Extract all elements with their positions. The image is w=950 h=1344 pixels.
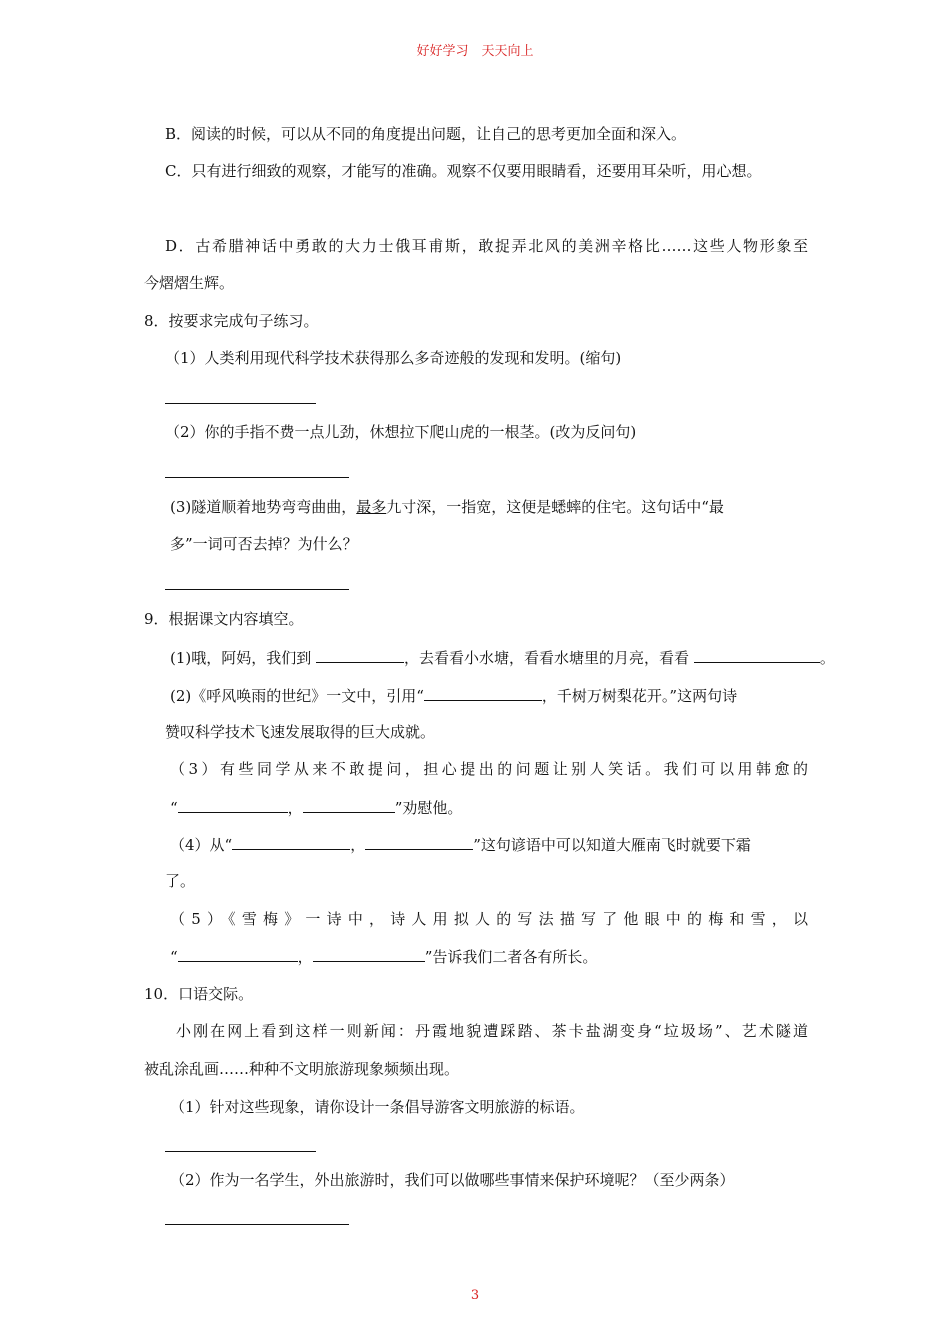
q9-item3-blank1[interactable]: [178, 797, 288, 813]
q10-item2-answer-line[interactable]: [165, 1224, 349, 1225]
q9-item5-c: ”告诉我们二者各有所长。: [424, 948, 598, 966]
q9-item5-b: ，: [297, 948, 313, 966]
q9-item5-blank2[interactable]: [313, 946, 425, 962]
q10-title: 10．口语交际。: [144, 985, 254, 1003]
q9-item4-a: （4）从“: [170, 836, 233, 854]
q8-item3-underlined: 最多: [356, 498, 387, 516]
q9-title: 9．根据课文内容填空。: [144, 610, 304, 628]
q9-item2-a: (2)《呼风唤雨的世纪》一文中，引用“: [170, 687, 424, 705]
q8-item3-line1: [170, 497, 724, 517]
q9-item3-line2: [170, 797, 462, 818]
q9-item4-line2: 了。: [165, 872, 196, 890]
q9-item3-c: ”劝慰他。: [394, 799, 463, 817]
q9-item1-c: 。: [819, 649, 835, 667]
q8-title: 8．按要求完成句子练习。: [144, 312, 319, 330]
q9-item1-blank1[interactable]: [316, 647, 404, 663]
q9-item4-line1: [170, 834, 751, 855]
q8-item2: （2）你的手指不费一点儿劲，休想拉下爬山虎的一根茎。(改为反问句): [165, 423, 637, 441]
q9-item2-b: ，千树万树梨花开。”这两句诗: [541, 687, 738, 705]
q9-item5-line1: （5）《雪梅》一诗中，诗人用拟人的写法描写了他眼中的梅和雪，以: [170, 910, 808, 928]
q9-item1: [170, 647, 835, 668]
q10-item1: （1）针对这些现象，请你设计一条倡导游客文明旅游的标语。: [170, 1098, 585, 1116]
q9-item4-b: ，: [350, 836, 366, 854]
q10-item2: （2）作为一名学生，外出旅游时，我们可以做哪些事情来保护环境呢？（至少两条）: [170, 1171, 735, 1189]
q10-item1-answer-line[interactable]: [165, 1151, 316, 1152]
q7-option-c: C．只有进行细致的观察，才能写的准确。观察不仅要用眼睛看，还要用耳朵听，用心想。: [165, 162, 762, 180]
q9-item5-blank1[interactable]: [178, 946, 298, 962]
q9-item1-blank2[interactable]: [694, 647, 820, 663]
q8-item3-line2: 多”一词可否去掉？为什么？: [170, 535, 358, 553]
page-header: 好好学习 天天向上: [416, 44, 534, 59]
q9-item3-b: ，: [287, 799, 303, 817]
q9-item2-line1: [170, 685, 737, 706]
q7-option-b: B．阅读的时候，可以从不同的角度提出问题，让自己的思考更加全面和深入。: [165, 125, 687, 143]
q9-item4-blank1[interactable]: [232, 834, 350, 850]
q7-option-d-line1: D．古希腊神话中勇敢的大力士俄耳甫斯，敢捉弄北风的美洲辛格比……这些人物形象至: [165, 237, 808, 255]
q10-passage-line1: 小刚在网上看到这样一则新闻：丹霞地貌遭踩踏、茶卡盐湖变身“垃圾场”、艺术隧道: [176, 1022, 808, 1040]
q8-item3-answer-line[interactable]: [165, 589, 349, 590]
q7-option-d-line2: 今熠熠生辉。: [144, 274, 235, 292]
q8-item2-answer-line[interactable]: [165, 477, 349, 478]
page-number: 3: [470, 1288, 480, 1303]
q9-item3-blank2[interactable]: [303, 797, 395, 813]
q8-item3-pre: (3)隧道顺着地势弯弯曲曲，: [170, 498, 357, 516]
q9-item1-b: ，去看看小水塘，看看水塘里的月亮，看看: [404, 649, 690, 667]
q9-item5-line2: [170, 946, 597, 967]
q9-item5-a: “: [170, 948, 178, 966]
q9-item2-line2: 赞叹科学技术飞速发展取得的巨大成就。: [165, 723, 436, 741]
q8-item1: （1）人类利用现代科学技术获得那么多奇迹般的发现和发明。(缩句): [165, 349, 622, 367]
q10-passage-line2: 被乱涂乱画……种种不文明旅游现象频频出现。: [144, 1060, 460, 1078]
q8-item1-answer-line[interactable]: [165, 403, 316, 404]
q9-item3-line1: （3）有些同学从来不敢提问，担心提出的问题让别人笑话。我们可以用韩愈的: [170, 760, 808, 778]
q9-item3-a: “: [170, 799, 178, 817]
q9-item4-c: ”这句谚语中可以知道大雁南飞时就要下霜: [473, 836, 751, 854]
q9-item2-blank[interactable]: [424, 685, 542, 701]
q9-item1-a: (1)哦，阿妈，我们到: [170, 649, 312, 667]
q9-item4-blank2[interactable]: [365, 834, 473, 850]
q8-item3-post: 九寸深，一指宽，这便是蟋蟀的住宅。这句话中“最: [386, 498, 724, 516]
